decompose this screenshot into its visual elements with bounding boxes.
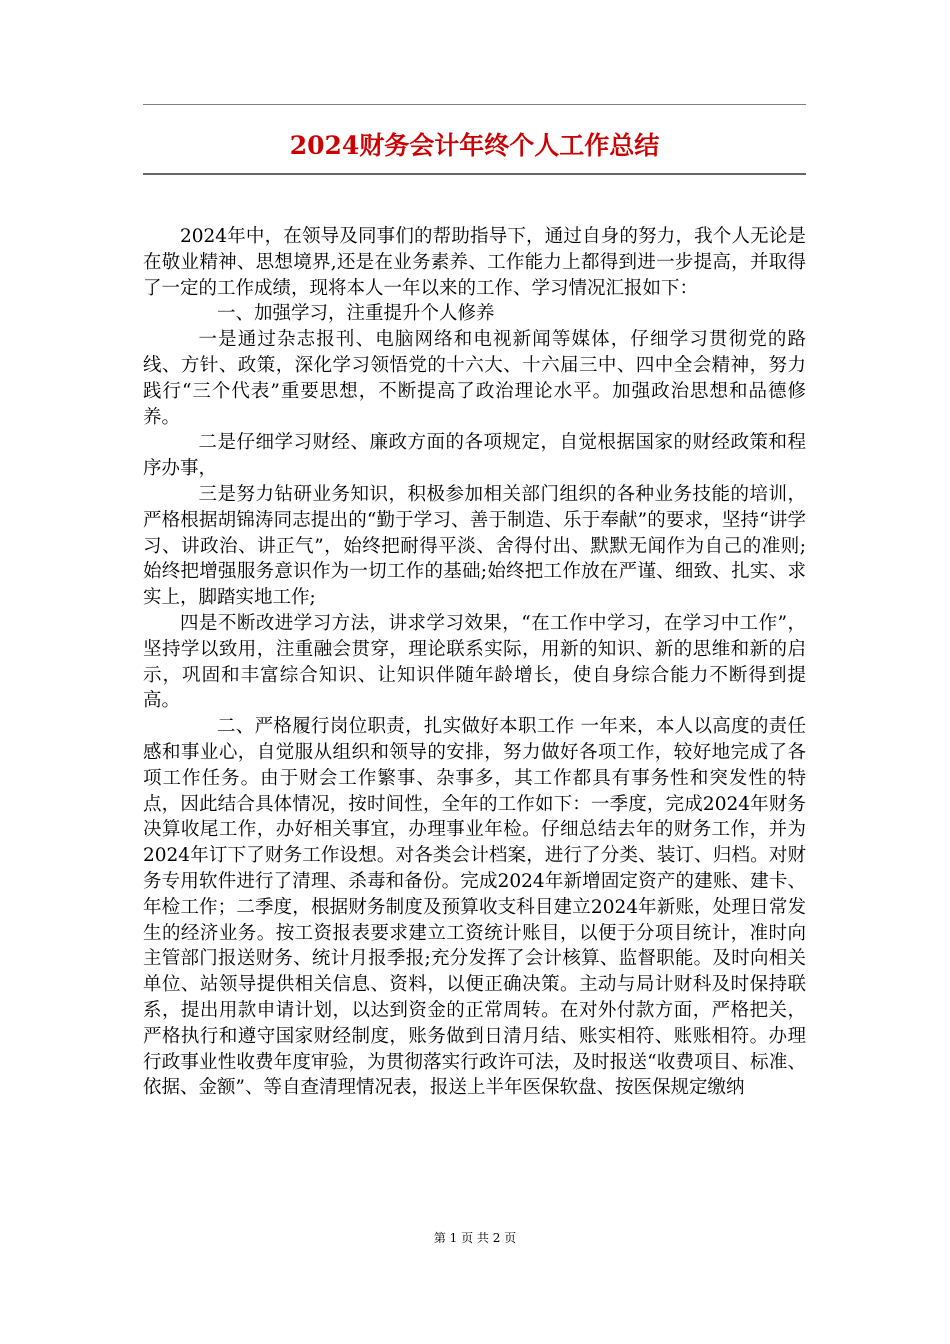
section-heading-1: 一、加强学习，注重提升个人修养 xyxy=(217,303,495,325)
document-title: 2024财务会计年终个人工作总结 xyxy=(289,131,660,160)
page-number-footer: 第 1 页 共 2 页 xyxy=(433,1231,517,1245)
paragraph-point-2: 二是仔细学习财经、廉政方面的各项规定，自觉根据国家的财经政策和程序办事， xyxy=(143,432,806,480)
paragraph-point-3: 三是努力钻研业务知识，积极参加相关部门组织的各种业务技能的培训，严格根据胡锦涛同志提出的“勤于学习、善于制造、乐于奉献”的要求，坚持“讲学习、讲政治、讲正气”，始终把耐得平淡、舍得付出、默默无闻作为自己的准则;始终把增强服务意识作为一切工作的基础;始终把工作放在严谨、细致、扎实、求实上，脚踏实地工作; xyxy=(143,483,806,609)
paragraph-point-1: 一是通过杂志报刊、电脑网络和电视新闻等媒体，仔细学习贯彻党的路线、方针、政策，深化学习领悟党的十六大、十六届三中、四中全会精神，努力践行“三个代表”重要思想，不断提高了政治理论水平。加强政治思想和品德修养。 xyxy=(143,329,806,428)
section-2-paragraph: 二、严格履行岗位职责，扎实做好本职工作 一年来，本人以高度的责任感和事业心，自觉服从组织和领导的安排，努力做好各项工作，较好地完成了各项工作任务。由于财会工作繁事、杂事多，其工作都具有事务性和突发性的特点，因此结合具体情况，按时间性，全年的工作如下：一季度，完成2024年财务决算收尾工作，办好相关事宜，办理事业年检。仔细总结去年的财务工作，并为2024年订下了财务工作设想。对各类会计档案，进行了分类、装订、归档。对财务专用软件进行了清理、杀毒和备份。完成2024年新增固定资产的建账、建卡、年检工作；二季度，根据财务制度及预算收支科目建立2024年新账，处理日常发生的经济业务。按工资报表要求建立工资统计账目，以便于分项目统计，准时向主管部门报送财务、统计月报季报;充分发挥了会计核算、监督职能。及时向相关单位、站领导提供相关信息、资料，以便正确决策。主动与局计财科及时保持联系，提出用款申请计划，以达到资金的正常周转。在对外付款方面，严格把关，严格执行和遵守国家财经制度，账务做到日清月结、账实相符、账账相符。办理行政事业性收费年度审验，为贯彻落实行政许可法，及时报送“收费项目、标准、依据、金额”、等自查清理情况表，报送上半年医保软盘、按医保规定缴纳 xyxy=(143,716,806,1099)
title-underline-rule xyxy=(143,173,806,175)
paragraph-intro: 2024年中，在领导及同事们的帮助指导下，通过自身的努力，我个人无论是在敬业精神、思想境界,还是在业务素养、工作能力上都得到进一步提高，并取得了一定的工作成绩，现将本人一年以来的工作、学习情况汇报如下： xyxy=(143,226,806,299)
header-rule xyxy=(143,104,806,105)
paragraph-point-4: 四是不断改进学习方法，讲求学习效果，“在工作中学习，在学习中工作”， 坚持学以致用，注重融会贯穿，理论联系实际，用新的知识、新的思维和新的启示，巩固和丰富综合知识、让知识伴随年龄增长，使自身综合能力不断得到提高。 xyxy=(143,612,806,712)
document-body xyxy=(143,224,806,1101)
